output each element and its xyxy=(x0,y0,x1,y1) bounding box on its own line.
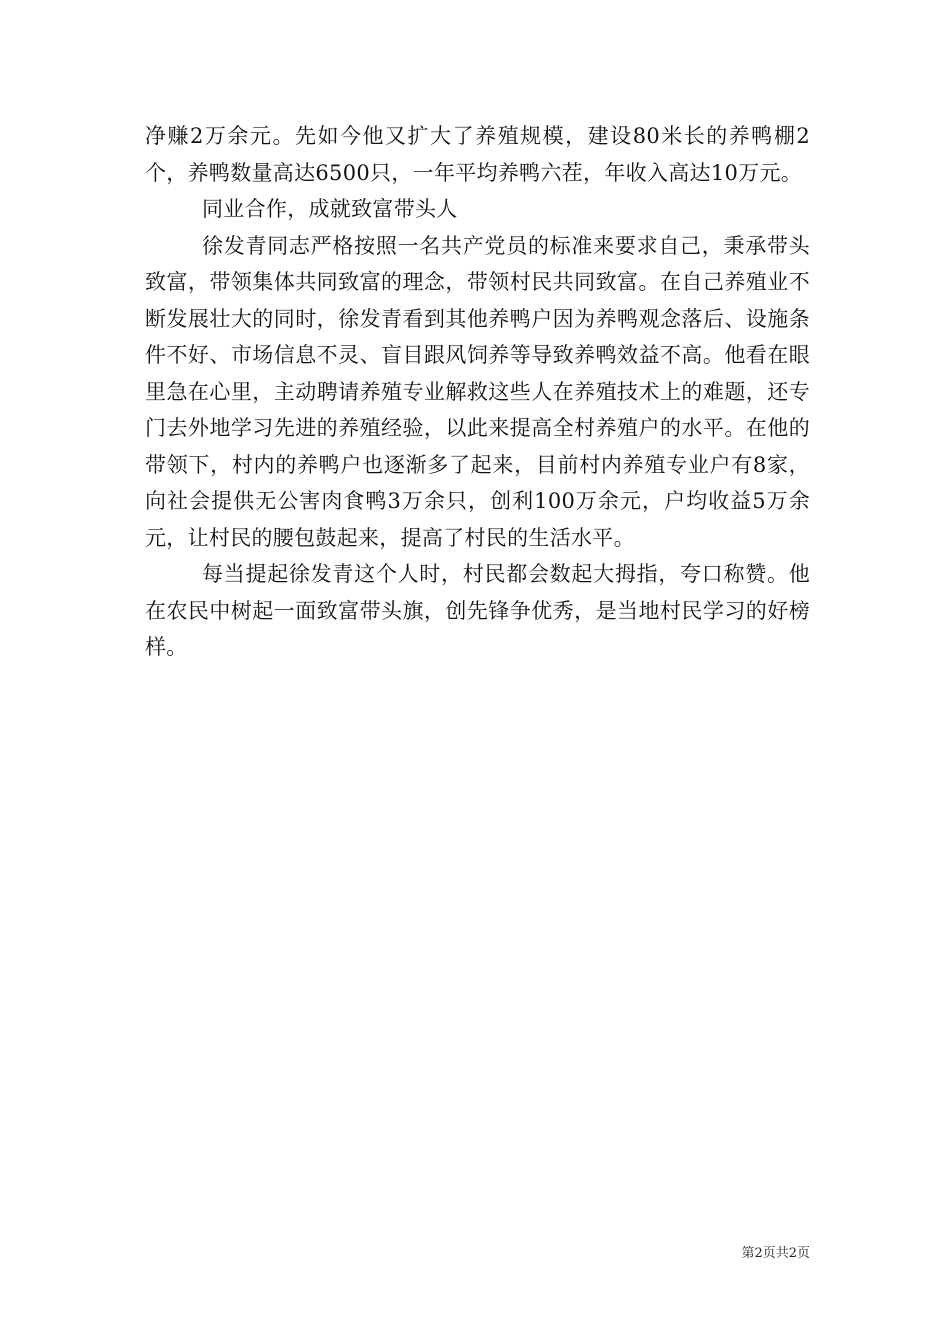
paragraph-conclusion: 每当提起徐发青这个人时，村民都会数起大拇指，夸口称赞。他在农民中树起一面致富带头旗，创先锋争优秀，是当地村民学习的好榜样。 xyxy=(145,562,810,659)
section-heading: 同业合作，成就致富带头人 xyxy=(202,197,458,221)
paragraph-cooperation: 徐发青同志严格按照一名共产党员的标准来要求自己，秉承带头致富，带领集体共同致富的理念，带领村民共同致富。在自己养殖业不断发展壮大的同时，徐发青看到其他养鸭户因为养鸭观念落后、设施条件不好、市场信息不灵、盲目跟风饲养等导致养鸭效益不高。他看在眼里急在心里，主动聘请养殖专业解救这些人在养殖技术上的难题，还专门去外地学习先进的养殖经验，以此来提高全村养殖户的水平。在他的带领下，村内的养鸭户也逐渐多了起来，目前村内养殖专业户有8家，向社会提供无公害肉食鸭3万余只，创利100万余元，户均收益5万余元，让村民的腰包鼓起来，提高了村民的生活水平。 xyxy=(145,233,810,550)
paragraph-continued: 净赚2万余元。先如今他又扩大了养殖规模，建设80米长的养鸭棚2个，养鸭数量高达6500只，一年平均养鸭六茬，年收入高达10万元。 xyxy=(145,124,810,185)
document-body xyxy=(145,118,810,666)
page-number-footer: 第2页共2页 xyxy=(741,1246,810,1261)
